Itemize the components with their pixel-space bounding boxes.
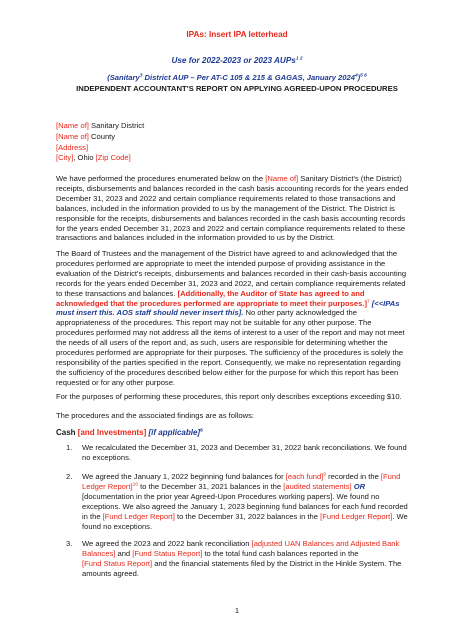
- text-line: [documentation in the prior year Agreed-Upon Procedures working papers]. We found no: [82, 491, 380, 501]
- subtitle-part: (Sanitary: [107, 73, 140, 82]
- use-for-text: Use for 2022-2023 or 2023 AUPs: [171, 56, 296, 65]
- text-line: December 31, 2023 and 2022 and certain compliance requirements related to those transactions and: [56, 193, 396, 203]
- ipa-instruction: [if applicable]: [148, 428, 201, 437]
- procedure-item-2: [82, 472, 418, 531]
- text-line: amounts agreed.: [82, 568, 139, 578]
- page-number: 1: [234, 606, 240, 615]
- report-title: INDEPENDENT ACCOUNTANT'S REPORT ON APPLYING AGREED-UPON PROCEDURES: [76, 84, 398, 93]
- placeholder-token: [Name of]: [56, 121, 89, 130]
- placeholder-token: [adjusted UAN Balances and Adjusted Bank: [251, 539, 400, 548]
- aos-insert-text: acknowledged that the procedures performed are appropriate to meet their purposes.]: [56, 298, 367, 308]
- aos-insert-text: [Additionally, the Auditor of State has agreed to and: [177, 288, 365, 298]
- text: Sanitary District's (the District): [298, 174, 402, 183]
- text-line: the sufficiency of the procedures described below either for the purpose for which this report has been: [56, 367, 399, 377]
- text-line: for the years ended December 31, 2023 and 2022 and certain compliance requirements related to these: [56, 223, 406, 233]
- footnote-ref: 7: [367, 299, 370, 304]
- placeholder-token: [Fund: [380, 472, 401, 481]
- list-number: 2.: [66, 472, 73, 481]
- text-line: exceptions. We also agreed the January 1, 2023 beginning fund balances for each fund recorded: [82, 501, 408, 511]
- ipa-instruction: must insert this. AOS staff should never insert this].: [56, 308, 244, 318]
- letterhead-note: IPAs: Insert IPA letterhead: [186, 30, 288, 39]
- paragraph-intro: The procedures and the associated findings are as follows:: [56, 411, 254, 420]
- text: in the: [82, 511, 103, 521]
- placeholder-token: [and Investments]: [77, 428, 147, 437]
- placeholder-token: [Address]: [56, 142, 89, 152]
- placeholder-token: [City]: [56, 153, 74, 163]
- footnote-ref: 4: [354, 73, 358, 79]
- footnote-ref: 10: [132, 482, 139, 488]
- text-line: procedures performed may not address all the items of interest to a user of the report and may not meet: [56, 328, 405, 338]
- address-text: County: [88, 131, 116, 141]
- text-line: responsibility of the parties specified in the report. Consequently, we make no representation regarding: [56, 357, 401, 367]
- address-text: Sanitary District: [88, 121, 145, 130]
- placeholder-token: [Name of]: [56, 131, 89, 141]
- placeholder-token: [audited statements]: [283, 481, 352, 491]
- address-text: , Ohio: [73, 153, 96, 163]
- placeholder-token: Balances]: [82, 548, 116, 558]
- list-number: 1.: [66, 443, 73, 452]
- placeholder-token: [Fund Status Report]: [82, 558, 153, 568]
- paragraph-acknowledgement: [56, 249, 418, 388]
- text: recorded in the: [326, 472, 381, 481]
- text: We agreed the 2023 and 2022 bank reconciliation: [82, 539, 252, 548]
- text: to the total fund cash balances reported in the: [202, 548, 359, 558]
- text: to the December 31, 2022 balances in the: [174, 511, 321, 521]
- procedure-item-1: [82, 443, 418, 463]
- text: to the December 31, 2021 balances in the: [138, 481, 284, 491]
- text: We agreed the January 1, 2022 beginning fund balances for: [82, 472, 286, 481]
- procedure-item-3: [82, 539, 418, 579]
- footnote-ref: 9: [323, 472, 327, 478]
- address-block: [56, 121, 418, 164]
- text-line: procedures performed are appropriate to meet the intended purpose of providing assistance in the: [56, 258, 386, 268]
- text: We have performed the procedures enumerated below on the: [56, 174, 266, 183]
- text-line: requested or for any other purpose.: [56, 377, 176, 387]
- text-line: receipts, disbursements and balances recorded in the cash basis accounting records for the years ended: [56, 183, 409, 193]
- text: to these transactions and balances.: [56, 288, 178, 298]
- text-line: The Board of Trustees and the management of the District have agreed to and acknowledged that the: [56, 249, 398, 258]
- footnote-ref: 1 2: [295, 56, 303, 62]
- paragraph-scope: [56, 174, 418, 243]
- text: and the financial statements filed by the District in the Hinkle System. The: [152, 558, 402, 568]
- text-line: no exceptions.: [82, 452, 131, 462]
- subtitle-part: District AUP – Per AT-C 105 & 215 & GAGAS, January 2024: [142, 73, 355, 82]
- footnote-ref: 5 6: [360, 73, 367, 79]
- paragraph-threshold: For the purposes of performing these procedures, this report only describes exceptions exceeding $10.: [56, 392, 402, 401]
- footnote-ref: 8: [200, 428, 203, 434]
- footnote-ref: 3: [139, 73, 143, 79]
- placeholder-token: [Fund Ledger Report]: [320, 511, 393, 521]
- placeholder-token: [Zip Code]: [95, 153, 131, 163]
- text-line: We recalculated the December 31, 2023 and December 31, 2022 bank reconciliations. We found: [82, 443, 407, 452]
- ipa-instruction: OR: [351, 481, 366, 491]
- placeholder-token: Ledger Report]: [82, 481, 133, 491]
- placeholder-token: [Name of]: [265, 174, 299, 183]
- text-line: procedures performed are appropriate for their purposes. The sufficiency of the procedures is solely the: [56, 348, 404, 358]
- placeholder-token: [Fund Ledger Report]: [102, 511, 175, 521]
- heading-text: Cash: [56, 428, 78, 437]
- text-line: transactions and balances included in the information provided to us by the District.: [56, 233, 336, 243]
- text-line: evaluation of the District's receipts, disbursements and balances recorded in their cash-basis accounting: [56, 268, 407, 278]
- placeholder-token: [each fund]: [285, 472, 324, 481]
- ipa-instruction: [<<IPAs: [369, 298, 400, 308]
- use-for-line: [0, 56, 474, 65]
- text: . We: [392, 511, 408, 521]
- text-line: records for the years ended December 31, 2023 and 2022, and certain compliance requirements related: [56, 278, 406, 288]
- list-number: 3.: [66, 539, 73, 548]
- text-line: found no exceptions.: [82, 521, 153, 531]
- text: No other party acknowledged the: [243, 308, 357, 318]
- subtitle-part: ): [357, 73, 361, 82]
- text-line: balances, included in the information provided to us by the management of the District. The District is: [56, 203, 395, 213]
- section-heading-cash: [56, 428, 418, 438]
- placeholder-token: [Fund Status Report]: [132, 548, 203, 558]
- text-line: the needs of all users of the report and, as such, users are responsible for determining whether the: [56, 338, 388, 348]
- report-subtitle: [0, 73, 474, 82]
- text: and: [115, 548, 133, 558]
- text-line: appropriateness of the procedures. This report may not be suitable for any other purpose. The: [56, 318, 372, 328]
- text-line: responsible for the receipts, disbursements and balances recorded in the cash basis accounting records: [56, 213, 406, 223]
